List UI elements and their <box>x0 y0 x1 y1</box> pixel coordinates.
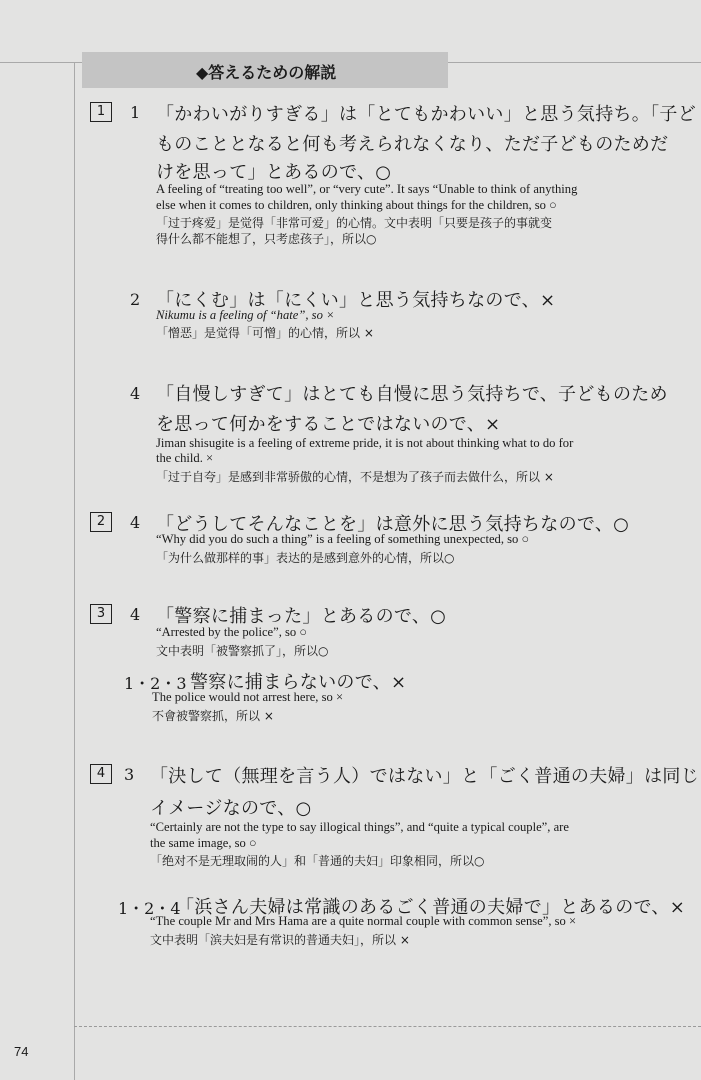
choice-number: 1・2・3 <box>124 674 187 693</box>
explanation-zh: 「为什么做那样的事」表达的是感到意外的心情，所以○ <box>156 551 455 565</box>
explanation-zh: 得什么都不能想了，只考虑孩子」，所以○ <box>156 232 377 246</box>
question-box-1: 1 <box>90 102 112 122</box>
choice-number: 1・2・4 <box>118 899 181 918</box>
explanation-en: the child. × <box>156 451 214 465</box>
explanation-en: “Why did you do such a thing” is a feeling of something unexpected, so ○ <box>156 532 530 546</box>
explanation-en: The police would not arrest here, so × <box>152 690 344 704</box>
section-title: ◆答えるための解説 <box>196 63 337 82</box>
question-box-4: 4 <box>90 764 112 784</box>
explanation-zh: 不會被警察抓，所以 × <box>152 709 274 723</box>
choice-number: 4 <box>130 513 141 532</box>
explanation-jp: 「にくむ」は「にくい」と思う気持ちなので、× <box>156 290 556 311</box>
explanation-zh: 文中表明「被警察抓了」，所以○ <box>156 644 329 658</box>
explanation-jp: 「浜さん夫婦は常識のあるごく普通の夫婦で」とあるので、× <box>176 897 686 918</box>
explanation-en: Nikumu is a feeling of “hate”, so × <box>156 308 335 322</box>
choice-number: 3 <box>124 765 135 784</box>
question-box-2: 2 <box>90 512 112 532</box>
explanation-jp: を思って何かをすることではないので、× <box>156 414 501 435</box>
explanation-jp: 「決して（無理を言う人）ではない」と「ごく普通の夫婦」は同じ <box>150 766 699 787</box>
explanation-jp: 警察に捕まらないので、× <box>190 672 407 693</box>
explanation-en: Jiman shisugite is a feeling of extreme pride, it is not about thinking what to do for <box>156 436 574 450</box>
explanation-en: A feeling of “treating too well”, or “very cute”. It says “Unable to think of anything <box>156 182 578 196</box>
choice-number: 4 <box>130 384 141 403</box>
explanation-zh: 文中表明「滨夫妇是有常识的普通夫妇」，所以 × <box>150 933 410 947</box>
explanation-en: the same image, so ○ <box>150 836 257 850</box>
explanation-jp: 「自慢しすぎて」はとても自慢に思う気持ちで、子どものため <box>156 384 668 405</box>
choice-number: 2 <box>130 290 141 309</box>
choice-number: 4 <box>130 605 141 624</box>
explanation-zh: 「绝对不是无理取闹的人」和「普通的夫妇」印象相同，所以○ <box>150 854 485 868</box>
explanation-en: “Certainly are not the type to say illogical things”, and “quite a typical couple”, are <box>150 820 569 834</box>
explanation-en: “The couple Mr and Mrs Hama are a quite normal couple with common sense”, so × <box>150 914 577 928</box>
explanation-jp: けを思って」とあるので、○ <box>156 162 392 183</box>
page-number: 74 <box>14 1044 29 1059</box>
explanation-zh: 「憎恶」是觉得「可憎」的心情，所以 × <box>156 326 374 340</box>
explanation-jp: ものこととなると何も考えられなくなり、ただ子どものためだ <box>156 134 669 155</box>
explanation-jp: 「かわいがりすぎる」は「とてもかわいい」と思う気持ち。「子ど <box>156 104 696 125</box>
explanation-jp: イメージなので、○ <box>150 798 312 819</box>
explanation-en: else when it comes to children, only thinking about things for the children, so ○ <box>156 198 557 212</box>
choice-number: 1 <box>130 103 141 122</box>
margin-rule <box>74 62 75 1080</box>
explanation-zh: 「过于自夸」是感到非常骄傲的心情，不是想为了孩子而去做什么，所以 × <box>156 470 554 484</box>
question-box-3: 3 <box>90 604 112 624</box>
explanation-jp: 「警察に捕まった」とあるので、○ <box>156 606 447 627</box>
explanation-en: “Arrested by the police”, so ○ <box>156 625 307 639</box>
bottom-dashed-rule <box>74 1026 701 1027</box>
explanation-zh: 「过于疼爱」是觉得「非常可爱」的心情。文中表明「只要是孩子的事就变 <box>156 216 553 230</box>
explanation-jp: 「どうしてそんなことを」は意外に思う気持ちなので、○ <box>156 514 630 535</box>
